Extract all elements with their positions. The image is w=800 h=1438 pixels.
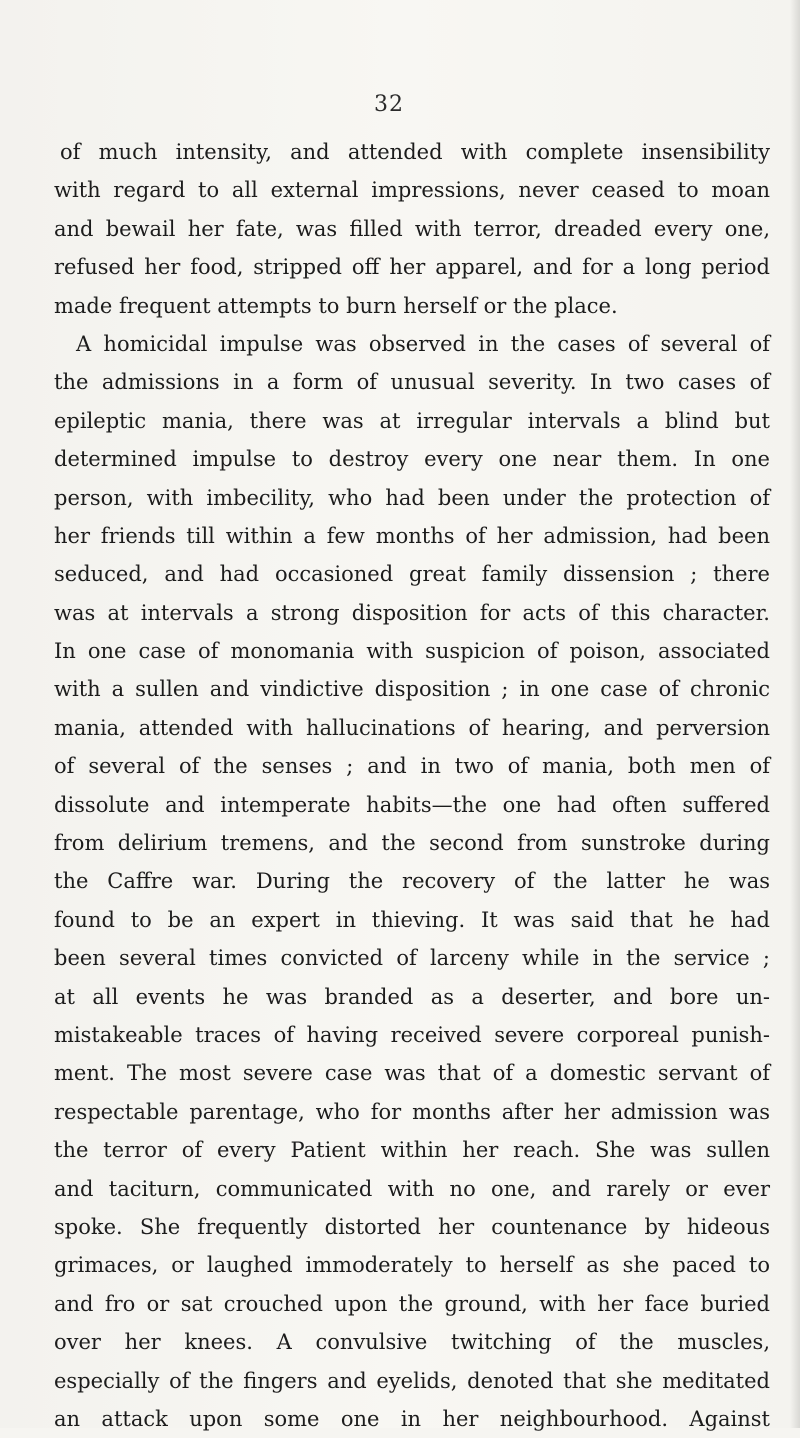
text-line: mania, attended with hallucinations of hearing, and perversion (54, 715, 770, 740)
text-line: from delirium tremens, and the second from sunstroke during (54, 831, 770, 856)
text-line: and taciturn, communicated with no one, and rarely or ever (54, 1176, 770, 1201)
text-line: seduced, and had occasioned great family dissension ; there (54, 562, 770, 587)
body-text (54, 133, 770, 1438)
text-line: the terror of every Patient within her reach. She was sullen (54, 1138, 770, 1163)
text-line: found to be an expert in thieving. It was said that he had (54, 907, 770, 932)
text-line: was at intervals a strong disposition for acts of this character. (54, 600, 770, 625)
text-line: ment. The most severe case was that of a domestic servant of (54, 1061, 770, 1086)
text-line: been several times convicted of larceny while in the service ; (54, 946, 770, 971)
text-line: over her knees. A convulsive twitching of the muscles, (54, 1330, 770, 1355)
text-line: refused her food, stripped off her apparel, and for a long period (54, 255, 770, 280)
text-line: made frequent attempts to burn herself or the place. (54, 293, 618, 318)
page-edge-shadow (790, 0, 800, 1428)
page-number: 32 (374, 92, 404, 117)
text-line: In one case of monomania with suspicion of poison, associated (54, 639, 770, 664)
text-line: with a sullen and vindictive disposition ; in one case of chronic (54, 677, 770, 702)
text-line: of much intensity, and attended with complete insensibility (60, 140, 770, 164)
text-line: respectable parentage, who for months after her admission was (54, 1099, 770, 1124)
text-line: at all events he was branded as a deserter, and bore un- (54, 984, 770, 1009)
text-line: epileptic mania, there was at irregular intervals a blind but (54, 408, 770, 433)
text-line: and fro or sat crouched upon the ground, with her face buried (54, 1291, 770, 1316)
text-line: the admissions in a form of unusual severity. In two cases of (54, 370, 770, 395)
text-line: grimaces, or laughed immoderately to herself as she paced to (54, 1253, 770, 1278)
text-line: determined impulse to destroy every one near them. In one (54, 447, 770, 472)
text-line: especially of the fingers and eyelids, denoted that she meditated (54, 1368, 770, 1393)
text-line: spoke. She frequently distorted her countenance by hideous (54, 1214, 770, 1239)
text-line: an attack upon some one in her neighbourhood. Against (54, 1406, 770, 1431)
text-line: dissolute and intemperate habits—the one had often suffered (54, 792, 770, 817)
text-line: mistakeable traces of having received severe corporeal punish- (54, 1022, 770, 1047)
text-line: A homicidal impulse was observed in the cases of several of (76, 331, 770, 356)
text-line: of several of the senses ; and in two of mania, both men of (54, 754, 770, 779)
text-line: and bewail her fate, was filled with terror, dreaded every one, (54, 216, 770, 241)
text-line: with regard to all external impressions, never ceased to moan (54, 178, 770, 203)
text-line: person, with imbecility, who had been under the protection of (54, 485, 770, 510)
text-line: her friends till within a few months of her admission, had been (54, 523, 770, 548)
text-line: the Caffre war. During the recovery of the latter he was (54, 869, 770, 894)
